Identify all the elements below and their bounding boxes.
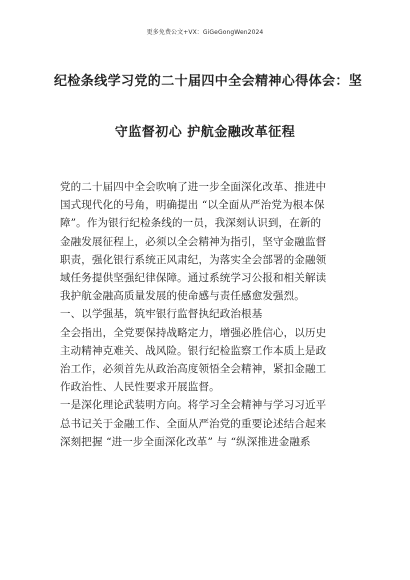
body-line: 治工作，必须首先从政治高度领悟全会精神，紧扣金融工 [60, 363, 327, 376]
body-line: 作政治性、人民性要求开展监督。 [60, 381, 220, 394]
body-line: 国式现代化的号角，明确提出 “以全面从严治党为根本保 [60, 199, 325, 212]
body-line: 深刻把握 “进一步全面深化改革” 与 “纵深推进金融系 [60, 435, 311, 448]
title-line-1: 纪检条线学习党的二十届四中全会精神心得体会：坚 [54, 74, 363, 89]
title-line-2: 守监督初心 护航金融改革征程 [114, 125, 296, 140]
body-text [60, 178, 354, 451]
body-line: 全会指出，全党要保持战略定力，增强必胜信心，以历史 [60, 326, 327, 339]
section-heading: 一、以学强基，筑牢银行监督执纪政治根基 [60, 308, 263, 321]
body-line: 总书记关于金融工作、全面从严治党的重要论述结合起来 [60, 417, 327, 430]
body-line: 党的二十届四中全会吹响了进一步全面深化改革、推进中 [60, 181, 327, 193]
body-line: 主动精神克难关、战风险。银行纪检监察工作本质上是政 [60, 344, 327, 357]
body-line: 金融发展征程上，必须以全会精神为指引，坚守金融监督 [60, 235, 327, 248]
header-note: 更多免费公文+VX：GiGeGongWen2024 [146, 29, 264, 36]
body-line: 职责，强化银行系统正风肃纪，为落实全会部署的金融领 [60, 253, 327, 266]
body-line: 域任务提供坚强纪律保障。通过系统学习公报和相关解读 [60, 272, 327, 285]
body-line: 我护航金融高质量发展的使命感与责任感愈发强烈。 [60, 290, 305, 303]
body-line: 一是深化理论武装明方向。将学习全会精神与学习习近平 [60, 399, 327, 412]
body-line: 障”。作为银行纪检条线的一员，我深刻认识到，在新的 [60, 217, 322, 230]
